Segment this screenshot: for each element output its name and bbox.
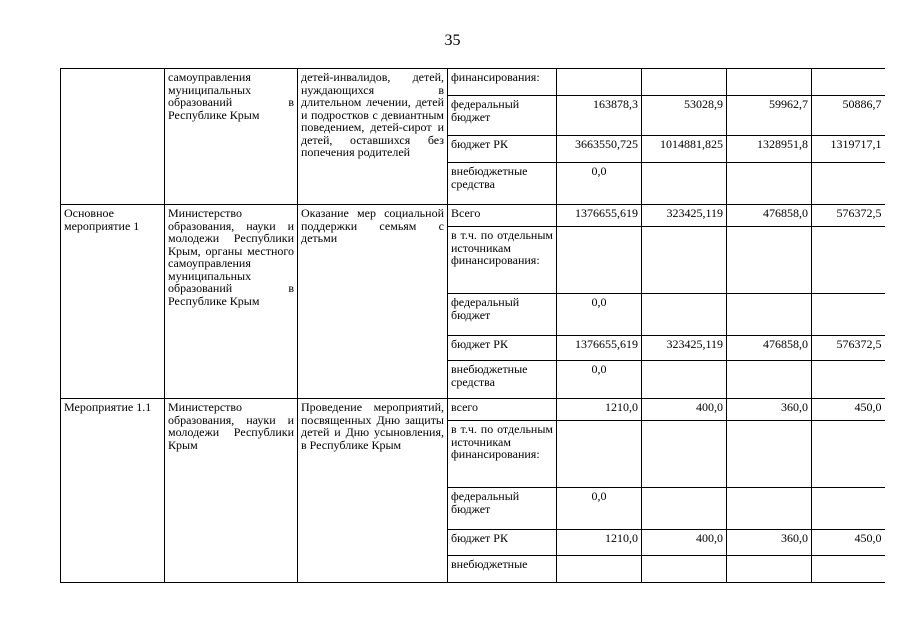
total-cell: 0,0 (557, 361, 642, 399)
year3-cell: 450,0 (812, 399, 885, 421)
year2-cell (727, 361, 812, 399)
measure-cell: Оказание мер социальной поддержки семьям с детьми (298, 205, 448, 399)
executor-cell: Министерство образования, науки и молодежи Республики Крым (165, 399, 298, 583)
year2-cell: 59962,7 (727, 96, 812, 136)
year2-cell: 360,0 (727, 530, 812, 556)
year1-cell: 323425,119 (642, 336, 727, 361)
source-cell: внебюджетные (448, 556, 557, 583)
year3-cell: 50886,7 (812, 96, 885, 136)
year1-cell (642, 361, 727, 399)
measure-cell: Проведение мероприятий, посвященных Дню защиты детей и Дню усыновления, в Республике Крым (298, 399, 448, 583)
year2-cell (727, 294, 812, 336)
year2-cell (727, 163, 812, 205)
year1-cell (642, 556, 727, 583)
total-cell: 1376655,619 (557, 205, 642, 227)
table-row (61, 399, 885, 421)
year3-cell (812, 227, 885, 294)
source-cell: федеральный бюджет (448, 96, 557, 136)
total-cell (557, 421, 642, 488)
total-cell: 163878,3 (557, 96, 642, 136)
total-cell: 3663550,725 (557, 136, 642, 163)
year2-cell (727, 227, 812, 294)
total-cell: 1210,0 (557, 399, 642, 421)
year3-cell: 450,0 (812, 530, 885, 556)
year2-cell (727, 69, 812, 96)
year3-cell (812, 421, 885, 488)
program-funding-table (60, 68, 885, 583)
year1-cell (642, 294, 727, 336)
year2-cell: 360,0 (727, 399, 812, 421)
year3-cell: 576372,5 (812, 336, 885, 361)
page-number: 35 (444, 32, 461, 49)
year1-cell (642, 227, 727, 294)
year1-cell (642, 69, 727, 96)
table-row (61, 69, 885, 96)
year3-cell (812, 556, 885, 583)
year1-cell: 323425,119 (642, 205, 727, 227)
year2-cell (727, 421, 812, 488)
activity-cell (61, 69, 165, 205)
year3-cell (812, 488, 885, 530)
year3-cell: 576372,5 (812, 205, 885, 227)
year1-cell: 53028,9 (642, 96, 727, 136)
total-cell: 0,0 (557, 163, 642, 205)
total-cell (557, 69, 642, 96)
year1-cell (642, 421, 727, 488)
year3-cell: 1319717,1 (812, 136, 885, 163)
year2-cell: 476858,0 (727, 336, 812, 361)
year3-cell (812, 163, 885, 205)
year3-cell (812, 294, 885, 336)
activity-cell: Основное мероприятие 1 (61, 205, 165, 399)
source-cell: внебюджетные средства (448, 163, 557, 205)
year1-cell: 400,0 (642, 399, 727, 421)
total-cell (557, 556, 642, 583)
year1-cell: 1014881,825 (642, 136, 727, 163)
table-row (61, 205, 885, 227)
source-cell: федеральный бюджет (448, 488, 557, 530)
total-cell: 1210,0 (557, 530, 642, 556)
source-cell: всего (448, 399, 557, 421)
activity-cell: Мероприятие 1.1 (61, 399, 165, 583)
source-cell: в т.ч. по отдельным источникам финансирования: (448, 227, 557, 294)
year2-cell: 1328951,8 (727, 136, 812, 163)
source-cell: внебюджетные средства (448, 361, 557, 399)
executor-cell: самоуправления муниципальных образований в Республике Крым (165, 69, 298, 205)
source-cell: бюджет РК (448, 530, 557, 556)
measure-cell: детей-инвалидов, детей, нуждающихся в длительном лечении, детей и подростков с девиантным поведением, детей-сирот и детей, оставшихся без попечения родителей (298, 69, 448, 205)
total-cell: 1376655,619 (557, 336, 642, 361)
year3-cell (812, 361, 885, 399)
source-cell: бюджет РК (448, 136, 557, 163)
year2-cell (727, 488, 812, 530)
total-cell: 0,0 (557, 488, 642, 530)
source-cell: федеральный бюджет (448, 294, 557, 336)
year3-cell (812, 69, 885, 96)
total-cell: 0,0 (557, 294, 642, 336)
executor-cell: Министерство образования, науки и молодежи Республики Крым, органы местного самоуправления муниципальных образований в Республике Крым (165, 205, 298, 399)
year2-cell: 476858,0 (727, 205, 812, 227)
source-cell: Всего (448, 205, 557, 227)
source-cell: бюджет РК (448, 336, 557, 361)
total-cell (557, 227, 642, 294)
year1-cell: 400,0 (642, 530, 727, 556)
year1-cell (642, 488, 727, 530)
year1-cell (642, 163, 727, 205)
source-cell: финансирования: (448, 69, 557, 96)
source-cell: в т.ч. по отдельным источникам финансирования: (448, 421, 557, 488)
year2-cell (727, 556, 812, 583)
